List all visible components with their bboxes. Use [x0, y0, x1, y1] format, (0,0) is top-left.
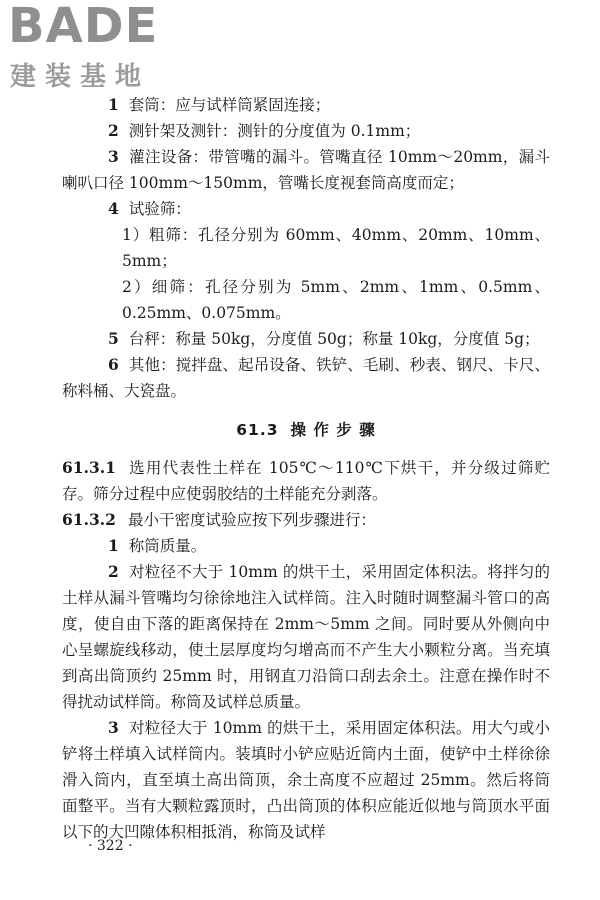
clause: 61.3.2 最小干密度试验应按下列步骤进行：	[62, 510, 376, 529]
equipment-item: 6 其他：搅拌盘、起吊设备、铁铲、毛刷、秒表、钢尺、卡尺、称料桶、大瓷盘。	[62, 355, 550, 400]
section-heading: 61.3 操 作 步 骤	[236, 421, 376, 439]
clause: 61.3.1 选用代表性土样在 105℃～110℃下烘干，并分级过筛贮存。筛分过程中应使弱胶结的土样能充分剥落。	[62, 458, 550, 503]
equipment-item: 1 套筒：应与试样筒紧固连接；	[108, 95, 331, 114]
sieve-item: 2）细筛：孔径分别为 5mm、2mm、1mm、0.5mm、0.25mm、0.075mm。	[122, 278, 550, 322]
document-body	[62, 92, 550, 845]
equipment-item: 2 测针架及测针：测针的分度值为 0.1mm；	[108, 121, 421, 140]
step-item: 3 对粒径大于 10mm 的烘干土，采用固定体积法。用大勺或小铲将土样填入试样筒内。装填时小铲应贴近筒内土面，使铲中土样徐徐滑入筒内，直至填土高出筒顶，余土高度不应超过 25mm。然后将筒面整平。当有大颗粒露顶时，凸出筒顶的体积应能近似地与筒顶水平面以下的大凹隙体积相抵消，称筒及试样	[62, 718, 550, 841]
logo-subtitle: 建装基地	[10, 62, 151, 92]
step-item: 1 称筒质量。	[108, 536, 207, 555]
equipment-item: 5 台秤：称量 50kg，分度值 50g；称量 10kg，分度值 5g；	[108, 329, 540, 348]
equipment-item: 3 灌注设备：带管嘴的漏斗。管嘴直径 10mm～20mm，漏斗喇叭口径 100mm～150mm，管嘴长度视套筒高度而定；	[62, 147, 550, 192]
sieve-item: 1）粗筛：孔径分别为 60mm、40mm、20mm、10mm、5mm；	[122, 226, 550, 270]
equipment-item: 4 试验筛：	[108, 199, 191, 218]
bade-logo	[8, 0, 180, 92]
page-number: · 322 ·	[88, 838, 133, 854]
logo-wordmark: BADE	[8, 0, 159, 54]
step-item: 2 对粒径不大于 10mm 的烘干土，采用固定体积法。将拌匀的土样从漏斗管嘴均匀徐徐地注入试样筒。注入时随时调整漏斗管口的高度，使自由下落的距离保持在 2mm～5mm 之间。同时要从外侧向中心呈螺旋线移动，使土层厚度均匀增高而不产生大小颗粒分离。当充填到高出筒顶约 25mm 时，用钢直刀沿筒口刮去余土。注意在操作时不得扰动试样筒。称筒及试样总质量。	[62, 562, 550, 711]
